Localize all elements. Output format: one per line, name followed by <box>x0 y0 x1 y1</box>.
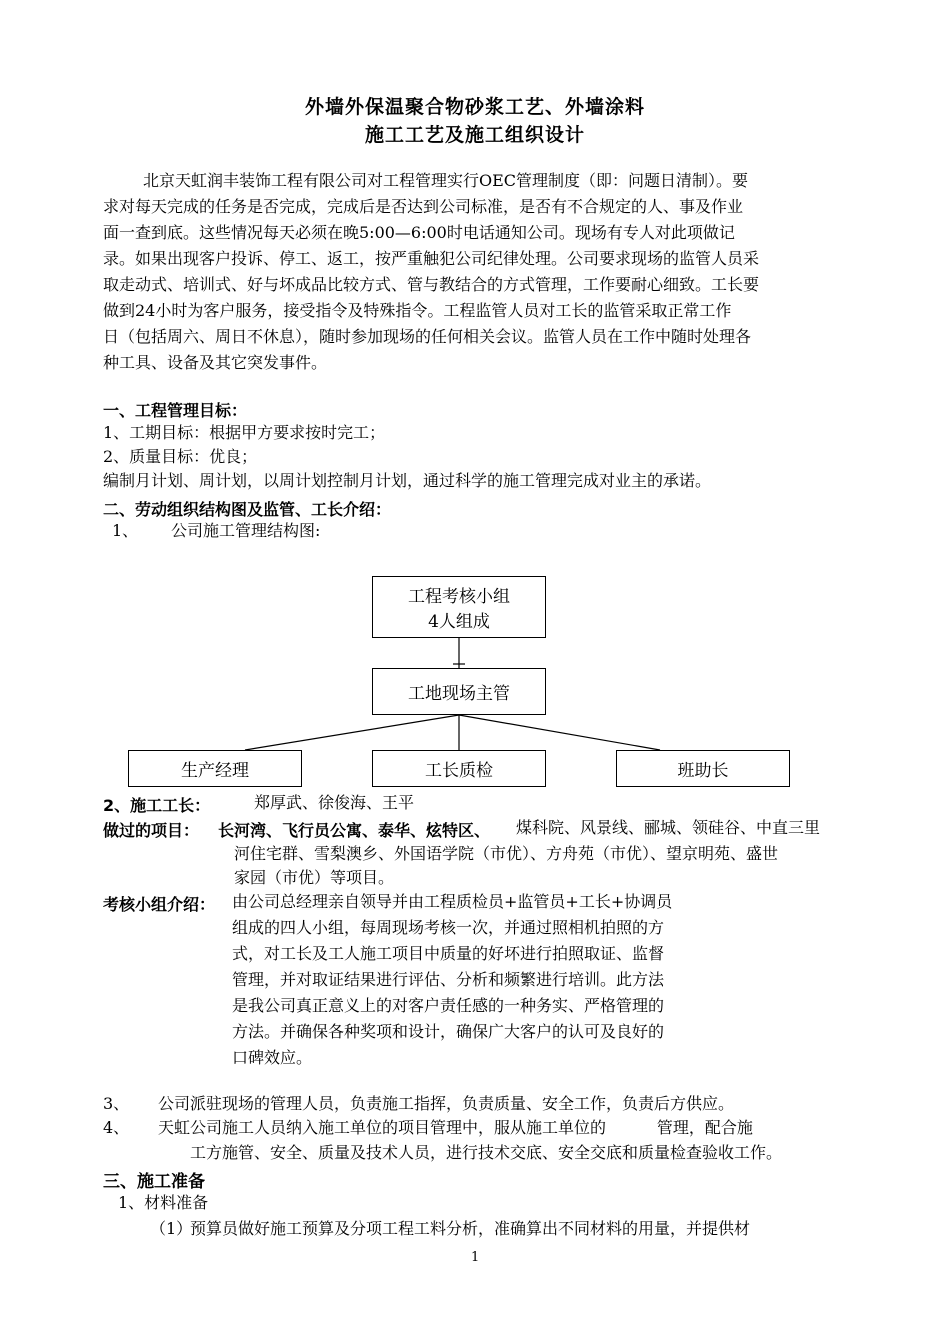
foremen-names: 郑厚武、徐俊海、王平 <box>254 793 415 812</box>
item3-num: 3、 <box>103 1094 130 1113</box>
title-line-1: 外墙外保温聚合物砂浆工艺、外墙涂料 <box>304 96 645 118</box>
review-line-6: 方法。并确保各种奖项和设计，确保广大客户的认可及良好的 <box>232 1022 665 1041</box>
item4-line-2: 工方施管、安全、质量及技术人员，进行技术交底、安全交底和质量检查验收工作。 <box>190 1143 783 1162</box>
intro-line-6: 做到24小时为客户服务，接受指令及特殊指令。工程监管人员对工长的监管采取正常工作 <box>103 301 732 320</box>
projects-label: 做过的项目： <box>103 821 200 840</box>
section3-sub1: 1、材料准备 <box>118 1193 209 1212</box>
section1-item-2: 2、质量目标：优良； <box>103 447 258 466</box>
review-line-4: 管理，并对取证结果进行评估、分析和频繁进行培训。此方法 <box>232 970 665 989</box>
section1-heading: 一、工程管理目标： <box>103 401 248 420</box>
projects-line-3: 家园（市优）等项目。 <box>234 868 395 887</box>
review-team-label: 考核小组介绍： <box>103 895 216 914</box>
title-line-2: 施工工艺及施工组织设计 <box>364 124 585 146</box>
org-box-production-manager: 生产经理 <box>128 750 302 787</box>
foremen-label: 2、施工工长： <box>103 796 211 815</box>
intro-line-8: 种工具、设备及其它突发事件。 <box>103 353 328 372</box>
review-line-5: 是我公司真正意义上的对客户责任感的一种务实、严格管理的 <box>232 996 665 1015</box>
intro-line-7: 日（包括周六、周日不休息），随时参加现场的任何相关会议。监管人员在工作中随时处理各 <box>103 327 752 346</box>
org-box-review-team-line2: 4人组成 <box>428 612 490 632</box>
review-line-1: 由公司总经理亲自领导并由工程质检员+监管员+工长+协调员 <box>232 892 673 911</box>
intro-line-4: 录。如果出现客户投诉、停工、返工，按严重触犯公司纪律处理。公司要求现场的监管人员采 <box>103 249 760 268</box>
review-line-7: 口碑效应。 <box>232 1048 313 1067</box>
section1-item-3: 编制月计划、周计划，以周计划控制月计划，通过科学的施工管理完成对业主的承诺。 <box>103 471 712 490</box>
section3-item-text: 预算员做好施工预算及分项工程工料分析，准确算出不同材料的用量，并提供材 <box>190 1219 751 1238</box>
org-box-team-assistant: 班助长 <box>616 750 790 787</box>
intro-line-1: 北京天虹润丰装饰工程有限公司对工程管理实行OEC管理制度（即：问题日清制）。要 <box>143 171 749 190</box>
section3-item-num: （1） <box>150 1219 193 1238</box>
org-box-review-team <box>372 576 546 638</box>
review-line-2: 组成的四人小组，每周现场考核一次，并通过照相机拍照的方 <box>232 918 665 937</box>
review-line-3: 式，对工长及工人施工项目中质量的好坏进行拍照取证、监督 <box>232 944 665 963</box>
item4-num: 4、 <box>103 1118 130 1137</box>
projects-bold-list: 长河湾、飞行员公寓、泰华、炫特区、 <box>218 821 491 840</box>
page-number: 1 <box>471 1250 480 1265</box>
section3-heading: 三、施工准备 <box>103 1172 205 1192</box>
section2-heading: 二、劳动组织结构图及监管、工长介绍： <box>103 500 392 519</box>
org-box-foreman-qc: 工长质检 <box>372 750 546 787</box>
projects-line-1: 煤科院、风景线、郦城、领硅谷、中直三里 <box>516 818 821 837</box>
section1-item-1: 1、工期目标：根据甲方要求按时完工； <box>103 423 386 442</box>
org-box-site-manager: 工地现场主管 <box>372 668 546 715</box>
item3-text: 公司派驻现场的管理人员，负责施工指挥，负责质量、安全工作，负责后方供应。 <box>158 1094 735 1113</box>
org-box-review-team-line1: 工程考核小组 <box>408 587 510 607</box>
intro-line-5: 取走动式、培训式、好与坏成品比较方式、管与教结合的方式管理，工作要耐心细致。工长要 <box>103 275 760 294</box>
section2-item1-num: 1、 <box>112 521 139 540</box>
intro-line-3: 面一查到底。这些情况每天必须在晚5:00—6:00时电话通知公司。现场有专人对此项做记 <box>103 223 735 242</box>
item4-line-1: 天虹公司施工人员纳入施工单位的项目管理中，服从施工单位的 管理，配合施 <box>158 1118 753 1137</box>
section2-item1-text: 公司施工管理结构图: <box>171 521 321 540</box>
intro-line-2: 求对每天完成的任务是否完成，完成后是否达到公司标准，是否有不合规定的人、事及作业 <box>103 197 744 216</box>
projects-line-2: 河住宅群、雪梨澳乡、外国语学院（市优）、方舟苑（市优）、望京明苑、盛世 <box>234 844 779 863</box>
